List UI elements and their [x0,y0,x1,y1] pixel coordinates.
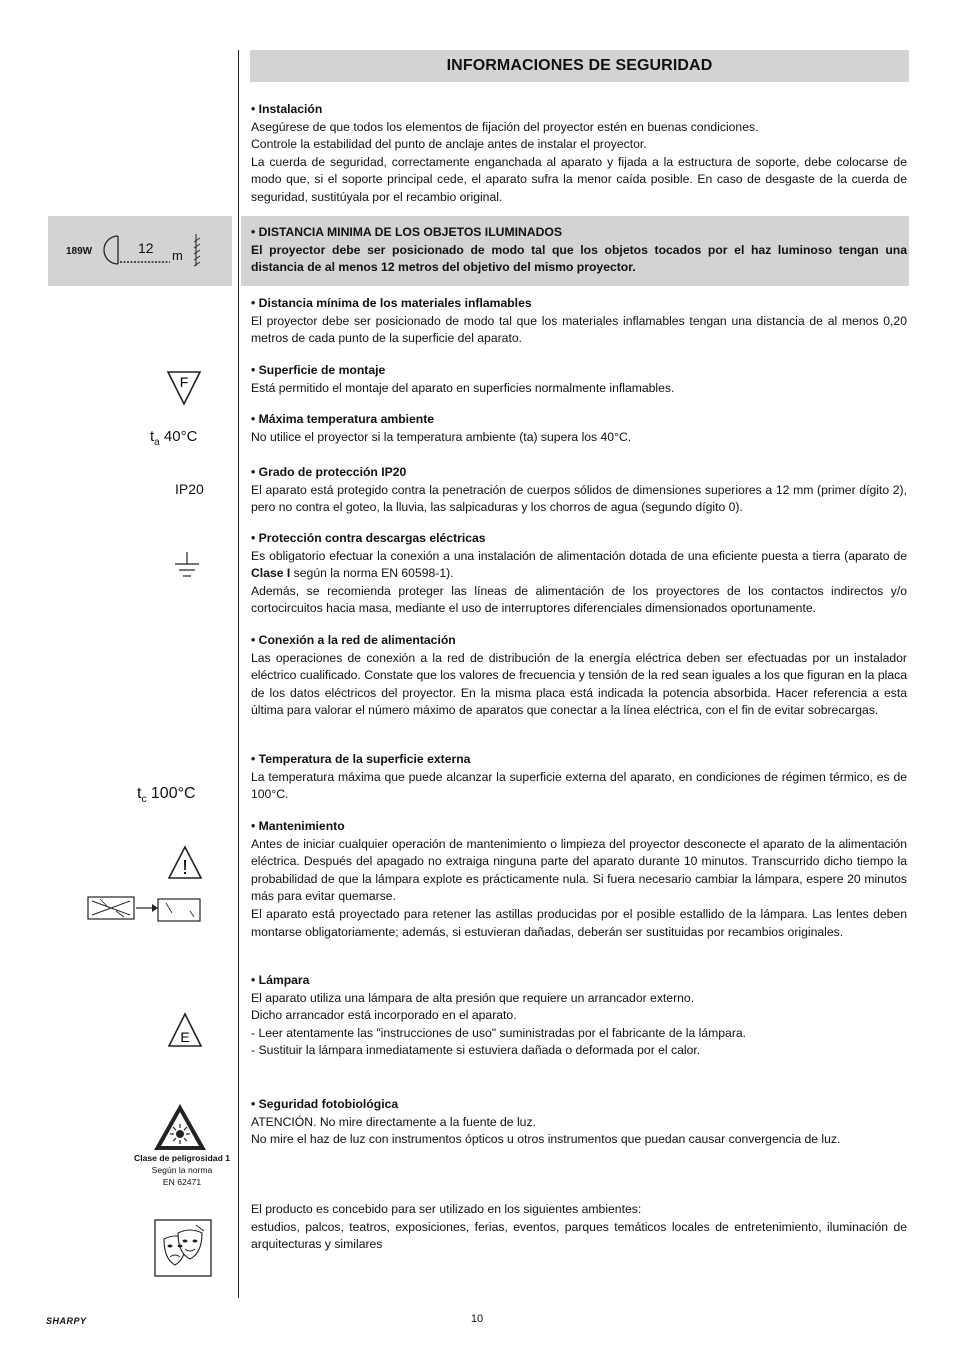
section-heading: • Conexión a la red de alimentación [251,633,456,647]
ta-value: 40°C [159,428,198,445]
distance-value: 12 [138,240,154,256]
section-body: Está permitido el montaje del aparato en superficies normalmente inflamables. [251,380,675,395]
flammable-letter: F [179,374,189,390]
section-line: Dicho arrancador está incorporado en el aparato. [251,1008,517,1023]
tc-value: 100°C [146,785,196,802]
section-descargas [251,530,907,618]
section-heading: • Mantenimiento [251,819,345,833]
risk-class-label: Clase de peligrosidad 1 [134,1153,230,1163]
section-fotobiologica [251,1096,907,1149]
section-line: La cuerda de seguridad, correctamente enganchada al aparato y fijada a la estructura de soporte, debe colocarse de modo que, si el soporte principal cede, el aparato sufra la menor caída posible. En caso de desgaste de la cuerda de seguridad, sustitúyala por el recambio original. [251,154,907,204]
section-heading: • Distancia mínima de los materiales inflamables [251,296,532,310]
column-divider [238,50,239,1298]
section-heading: • Grado de protección IP20 [251,465,407,479]
section-body: Antes de iniciar cualquier operación de mantenimiento o limpieza del proyector desconecte el aparato de la alimentación eléctrica. Después del apagado no extraiga ninguna parte del aparato durante 10 minutos. Transcurrido dicho tiempo la probabilidad de que la lámpara explote es prácticamente nula. Si fuera necesario cambiar la lámpara, espere 20 minutos más para evitar quemarse. [251,836,907,904]
section-body: El aparato está protegido contra la penetración de cuerpos sólidos de dimensiones superiores a 12 mm (primer dígito 2), pero no contra el goteo, la lluvia, las salpicaduras y los chorros de agua (segundo dígito 0). [251,482,907,515]
body-part: según la norma EN 60598-1). [290,566,454,581]
section-instalacion [251,101,907,207]
min-distance-icon [100,232,210,272]
section-heading: • Máxima temperatura ambiente [251,412,435,426]
section-line: No mire el haz de luz con instrumentos ópticos u otros instrumentos que puedan causar convergencia de luz. [251,1132,841,1147]
section-line: El aparato utiliza una lámpara de alta presión que requiere un arrancador externo. [251,990,695,1005]
section-temperatura-ambiente [251,411,907,446]
earth-ground-icon [172,550,202,582]
warning-icon [167,845,203,881]
section-distancia-objetos [251,224,907,277]
distance-unit: m [172,248,183,263]
surface-temp-symbol [137,785,196,805]
section-ambientes [251,1201,907,1254]
section-heading: • Protección contra descargas eléctricas [251,531,486,545]
section-conexion-red [251,632,907,720]
external-igniter-icon [167,1012,203,1048]
section-body: No utilice el proyector si la temperatura ambiente (ta) supera los 40°C. [251,429,632,444]
ambient-temp-symbol [150,428,197,448]
section-line: - Sustituir la lámpara inmediatamente si estuviera dañada o deformada por el calor. [251,1043,701,1058]
section-body [251,548,907,583]
section-heading: • Seguridad fotobiológica [251,1097,399,1111]
brand-logo: SHARPY [46,1316,87,1326]
section-line: ATENCIÓN. No mire directamente a la fuente de luz. [251,1114,536,1129]
section-heading: • Temperatura de la superficie externa [251,752,471,766]
risk-norm-line-2: EN 62471 [162,1177,202,1187]
section-heading: • Lámpara [251,973,310,987]
section-line: estudios, palcos, teatros, exposiciones, ferias, eventos, parques temáticos locales de entretenimiento, iluminación de arquitecturas y similares [251,1219,907,1252]
optical-radiation-hazard-icon [152,1102,208,1152]
ip-rating: IP20 [175,481,204,497]
tc-prefix: t [137,785,142,802]
section-line: Asegúrese de que todos los elementos de fijación del proyector estén en buenas condiciones. [251,119,759,134]
section-body-2: El aparato está proyectado para retener las astillas producidas por el posible estallido de la lámpara. Las lentes deben montarse obligatoriamente; además, si estuvieran dañadas, deberán ser sustituidas por recambios originales. [251,906,907,939]
page-title-bar [250,50,909,82]
section-heading: • Instalación [251,102,323,116]
section-body: Las operaciones de conexión a la red de distribución de la energía eléctrica deben ser efectuadas por un instalador eléctrico cualificado. Constate que los valores de frecuencia y tensión de la red sean iguales a los que figuran en la placa de los datos eléctricos del proyector. En la misma placa está indicada la potencia absorbida. Hacer referencia a esta última para valorar el número máximo de aparatos que conectar a la línea eléctrica, con el fin de evitar sobrecargas. [251,650,907,718]
risk-norm-line-1: Según la norma [151,1165,213,1175]
section-superficie-montaje [251,362,907,397]
section-line: - Leer atentamente las "instrucciones de uso" suministradas por el fabricante de la lámpara. [251,1025,747,1040]
flammable-surface-icon [166,370,202,406]
theatre-masks-icon [154,1219,212,1277]
ta-prefix: t [150,428,155,445]
section-body: La temperatura máxima que puede alcanzar la superficie externa del aparato, en condiciones de régimen térmico, es de 100°C. [251,769,907,802]
lamp-letter: E [180,1029,190,1045]
power-label: 189W [66,246,93,257]
body-part: Es obligatorio efectuar la conexión a una instalación de alimentación dotada de una eficiente puesta a tierra (aparato de [251,548,907,563]
section-body-2: Además, se recomienda proteger las líneas de alimentación de los proyectores de los contactos indirectos y/o cortocircuitos hacia masa, mediante el uso de interruptores diferenciales dimensionados oportunamente. [251,583,907,616]
ta-sub: a [154,437,160,448]
section-line: Controle la estabilidad del punto de anclaje antes de instalar el proyector. [251,137,647,152]
section-body: El proyector debe ser posicionado de modo tal que los objetos tocados por el haz luminoso tengan una distancia de al menos 12 metros del objetivo del mismo proyector. [251,242,907,275]
section-line: El producto es concebido para ser utilizado en los siguientes ambientes: [251,1202,642,1216]
section-temperatura-superficie [251,751,907,804]
page-title: INFORMACIONES DE SEGURIDAD [446,57,713,74]
section-body: El proyector debe ser posicionado de modo tal que los materiales inflamables tengan una distancia de al menos 0,20 metros de cada punto de la superficie del aparato. [251,313,907,346]
class-label: Clase I [251,566,291,581]
warning-exclamation: ! [182,857,188,879]
section-mantenimiento [251,818,907,941]
section-heading: • DISTANCIA MINIMA DE LOS OBJETOS ILUMINADOS [251,225,562,239]
section-heading: • Superficie de montaje [251,363,386,377]
broken-lens-replace-icon [86,893,204,925]
section-lampara [251,972,907,1060]
page-number: 10 [470,1313,484,1325]
tc-sub: c [141,794,147,806]
section-distancia-inflamables [251,295,907,348]
section-grado-proteccion [251,464,907,517]
